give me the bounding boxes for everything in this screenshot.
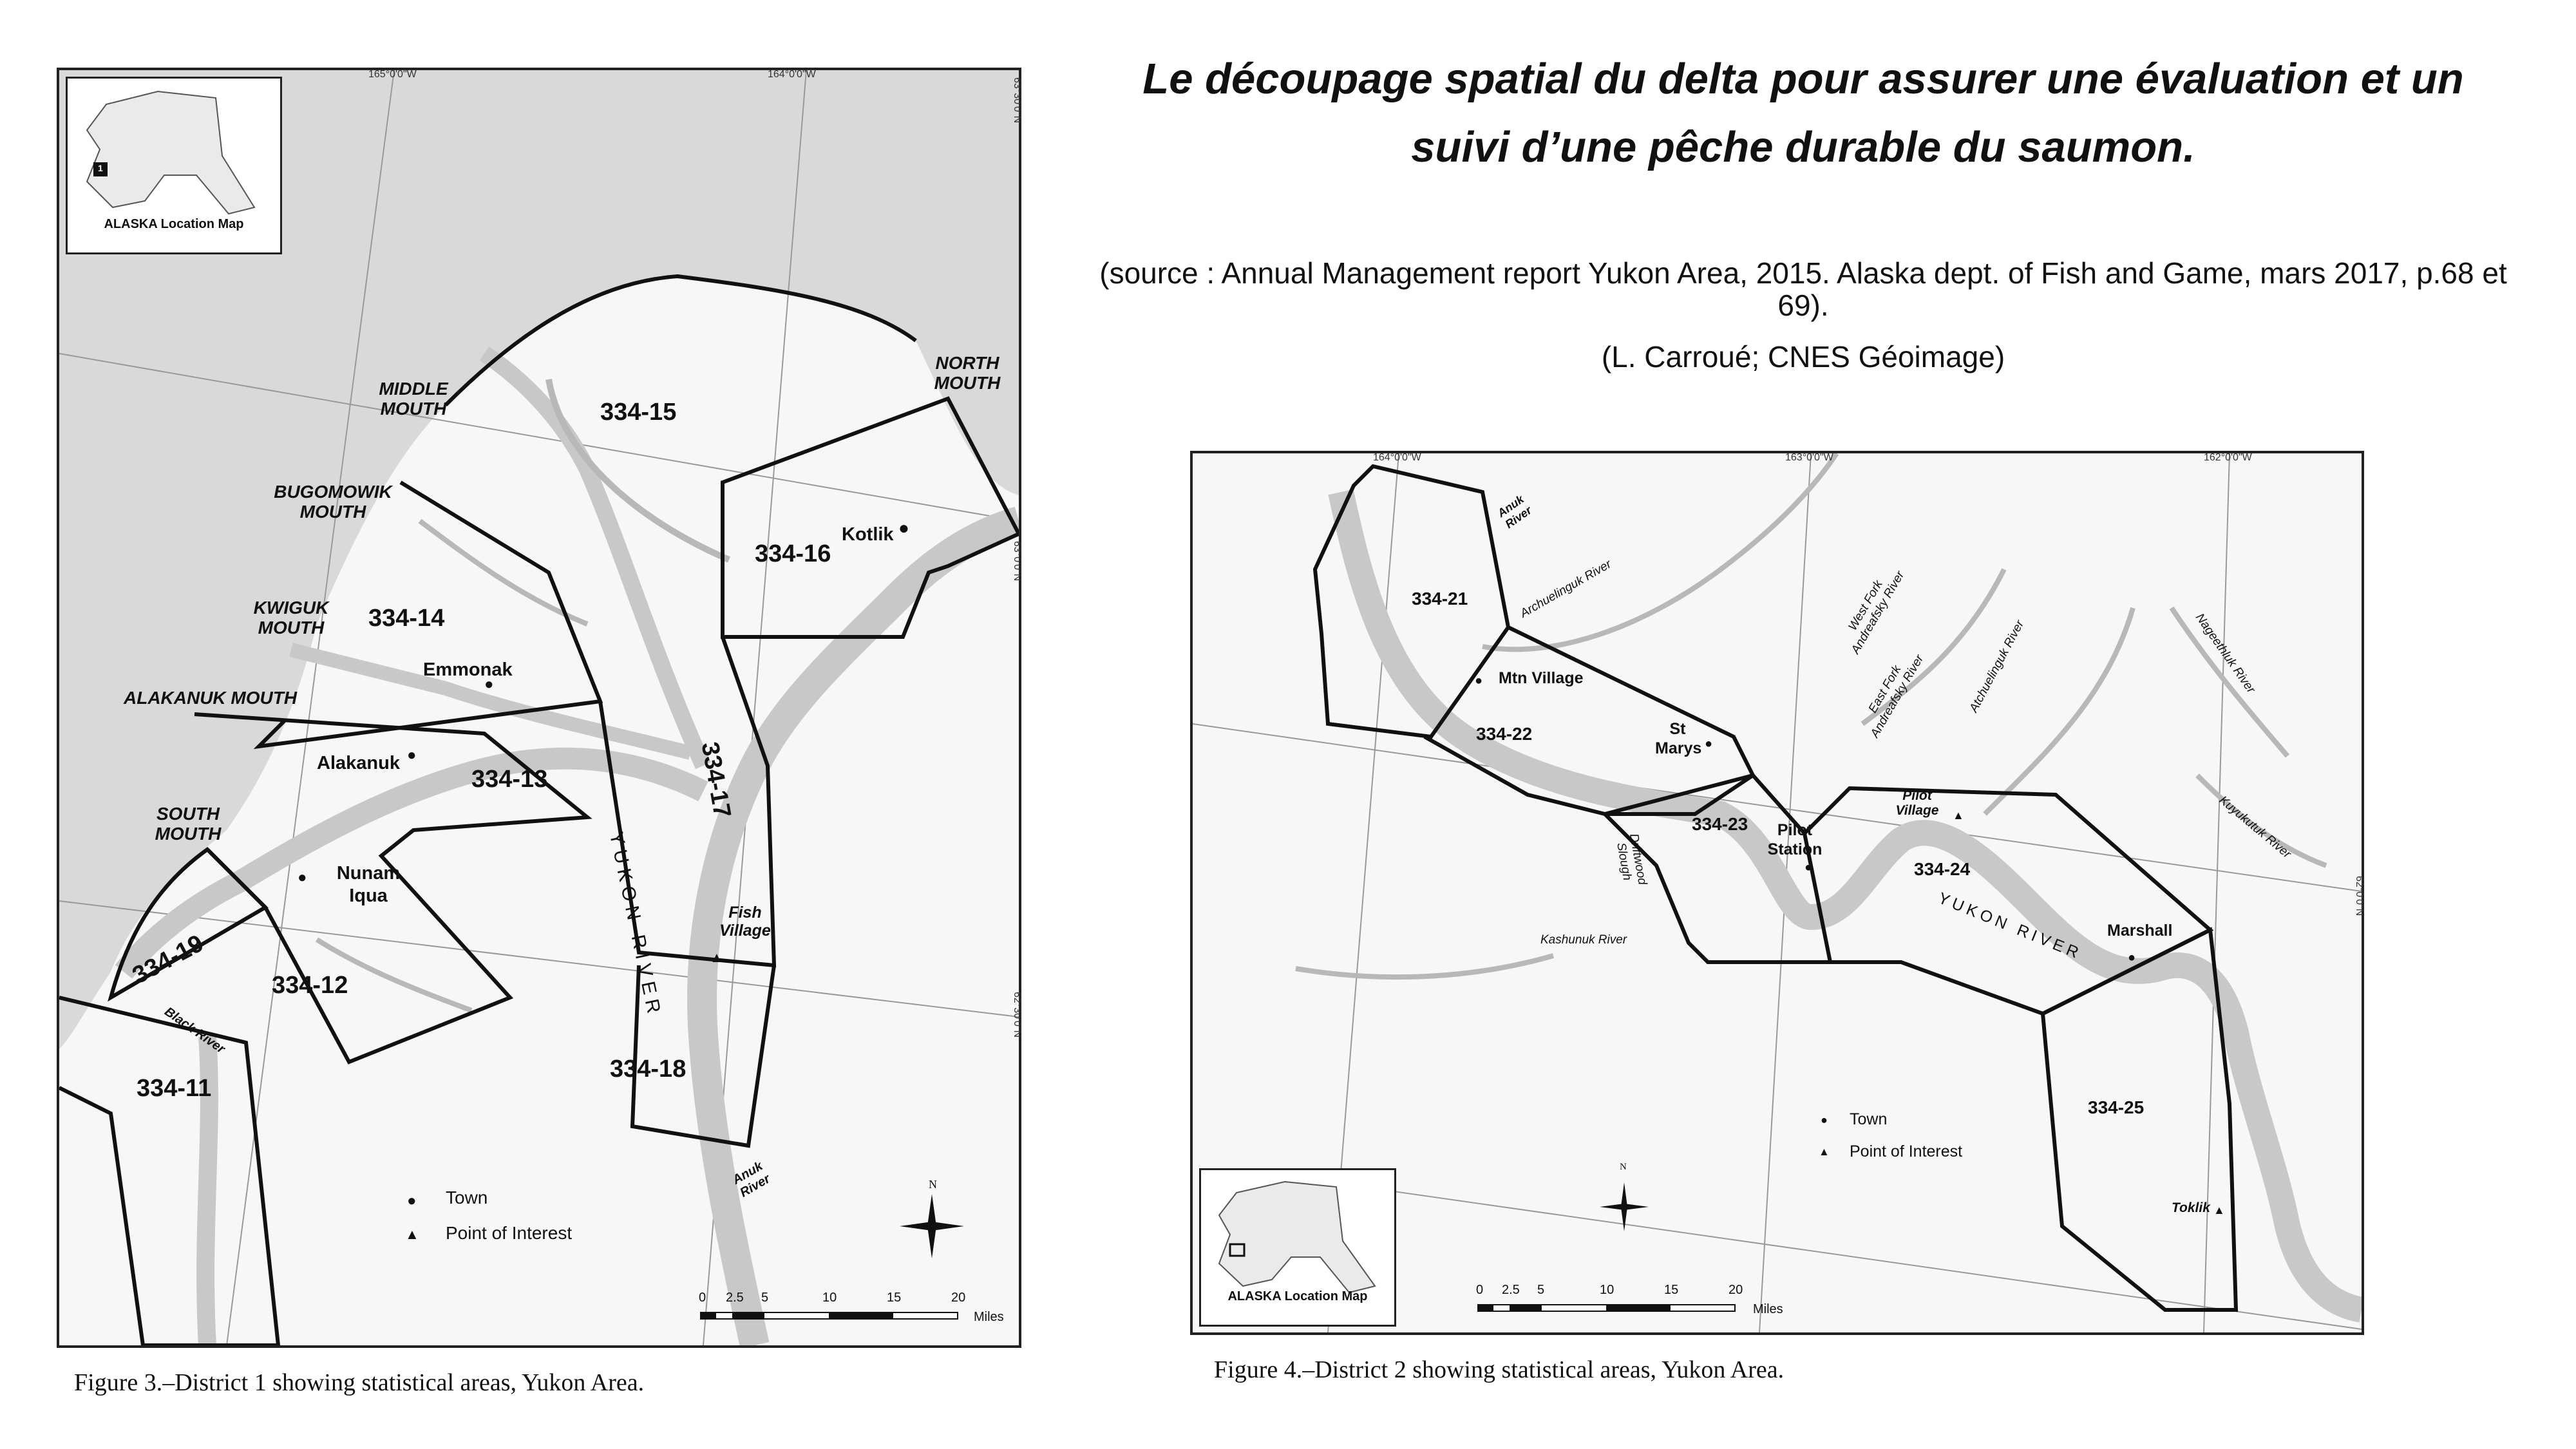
area-label: 334-23 <box>1692 814 1748 834</box>
town-dot: ● <box>898 518 909 538</box>
river-label: YUKON RIVER <box>1935 889 2085 963</box>
legend-town: Town <box>446 1188 488 1208</box>
coord-label: 164°0'0"W <box>768 69 816 80</box>
poi-label: Toklik <box>2172 1200 2210 1215</box>
scale-tick: 15 <box>1664 1283 1679 1297</box>
town-label: St Marys <box>1655 720 1702 757</box>
legend-poi: Point of Interest <box>446 1223 573 1243</box>
town-dot: ● <box>2128 951 2136 965</box>
coord-label: 165°0'0"W <box>368 69 417 80</box>
legend-poi: Point of Interest <box>1850 1142 1963 1160</box>
figure-4-caption: Figure 4.–District 2 showing statistical areas, Yukon Area. <box>1214 1356 1785 1383</box>
area-label: 334-21 <box>1412 589 1468 609</box>
river-label: Archuelinguk River <box>1518 557 1614 621</box>
town-dot: ● <box>298 869 307 886</box>
coord-label: 63°30'0"N <box>1012 77 1023 124</box>
poi-label: Pilot Village <box>1895 788 1939 819</box>
legend-poi-symbol: ▲ <box>1819 1146 1830 1158</box>
graticule-line <box>59 901 1019 1017</box>
scale-tick: 10 <box>1600 1283 1615 1297</box>
district-2-map <box>1190 451 2364 1335</box>
town-label: Emmonak <box>423 659 513 680</box>
river-label: Driftwood Slough <box>1614 832 1649 886</box>
coord-label: 63°0'0"N <box>1012 541 1023 582</box>
inset-title: ALASKA Location Map <box>104 217 244 231</box>
scale-tick: 5 <box>761 1291 769 1305</box>
mouth-label: ALAKANUK MOUTH <box>124 688 298 708</box>
coord-label: 162°0'0"W <box>2204 452 2252 463</box>
scale-tick: 5 <box>1537 1283 1545 1297</box>
page-title: Le découpage spatial du delta pour assurer une évaluation et un suivi d’une pêche durable du saumon. <box>1142 55 2464 171</box>
river-label: Atchuelinguk River <box>1967 618 2027 715</box>
scale-tick: 15 <box>887 1291 902 1305</box>
town-dot: ● <box>1475 674 1483 688</box>
area-label: 334-22 <box>1476 724 1533 744</box>
town-dot: ● <box>1804 860 1813 875</box>
town-dot: ● <box>484 676 494 693</box>
scale-bar <box>700 1310 971 1323</box>
area-label: 334-14 <box>368 605 445 632</box>
north-label: N <box>1620 1162 1627 1172</box>
creek <box>1296 956 1553 977</box>
creek <box>1482 453 1837 649</box>
scale-tick: 2.5 <box>726 1291 744 1305</box>
town-label: Alakanuk <box>317 753 400 773</box>
scale-bar <box>1477 1302 1748 1315</box>
river-label: Kuyukutuk River <box>2216 793 2294 862</box>
area-label: 334-12 <box>272 972 348 999</box>
area-label: 334-13 <box>471 766 548 793</box>
town-label: Nunam Iqua <box>336 863 401 906</box>
creek <box>2172 608 2287 756</box>
poi-triangle: ▲ <box>710 949 724 965</box>
river-label: Anuk River <box>730 1159 773 1200</box>
town-label: Kotlik <box>842 524 894 545</box>
river-label: Nageethluk River <box>2192 611 2258 696</box>
poi-label: Fish Village <box>719 904 771 940</box>
poi-triangle: ▲ <box>1953 809 1964 822</box>
area-label: 334-15 <box>600 399 677 426</box>
scale-unit: Miles <box>974 1310 1004 1324</box>
area-label: 334-24 <box>1914 859 1971 879</box>
river-label: Anuk River <box>1495 492 1534 531</box>
north-label: N <box>929 1178 937 1191</box>
mouth-label: SOUTH MOUTH <box>155 804 222 844</box>
location-inset <box>66 77 282 254</box>
north-arrow <box>1598 1181 1650 1233</box>
scale-tick: 0 <box>699 1291 706 1305</box>
area-label: 334-19 <box>128 929 209 990</box>
river-label: East Fork Andreafsky River <box>1866 652 1927 741</box>
mouth-label: MIDDLE MOUTH <box>379 379 448 419</box>
legend-town: Town <box>1850 1110 1888 1128</box>
poi-triangle: ▲ <box>2213 1204 2225 1217</box>
legend-poi-symbol: ▲ <box>405 1226 419 1242</box>
figure-3-caption: Figure 3.–District 1 showing statistical areas, Yukon Area. <box>74 1369 645 1396</box>
legend-town-symbol: ● <box>1821 1113 1828 1126</box>
scale-tick: 10 <box>822 1291 837 1305</box>
scale-tick: 2.5 <box>1502 1283 1520 1297</box>
area-label: 334-17 <box>696 740 736 820</box>
area-label: 334-11 <box>137 1075 212 1102</box>
area-label: 334-25 <box>2088 1097 2145 1117</box>
inset-title: ALASKA Location Map <box>1227 1289 1368 1303</box>
north-arrow <box>896 1191 967 1262</box>
river-label: Kashunuk River <box>1540 933 1627 947</box>
town-label: Marshall <box>2107 922 2173 940</box>
scale-tick: 0 <box>1476 1283 1484 1297</box>
district-1-map <box>57 68 1021 1348</box>
town-dot: ● <box>1705 737 1713 751</box>
credit-note: (L. Carroué; CNES Géoimage) <box>1601 340 2005 374</box>
legend-town-symbol: ● <box>407 1192 417 1209</box>
river-label: West Fork Andreafsky River <box>1846 569 1908 657</box>
source-note: (source : Annual Management report Yukon Area, 2015. Alaska dept. of Fish and Game, mars 2017, p.68 et 69). <box>1099 256 2507 322</box>
town-label: Mtn Village <box>1499 669 1584 687</box>
coord-label: 62°30'0"N <box>1012 992 1023 1038</box>
town-dot: ● <box>407 746 417 764</box>
mouth-label: NORTH MOUTH <box>934 353 1001 393</box>
scale-tick: 20 <box>951 1291 966 1305</box>
scale-tick: 20 <box>1728 1283 1743 1297</box>
creek <box>2197 775 2326 866</box>
area-label: 334-16 <box>755 540 831 567</box>
river-label: Black River <box>162 1004 228 1057</box>
mouth-label: BUGOMOWIK MOUTH <box>274 482 392 522</box>
location-inset <box>1199 1168 1396 1327</box>
mouth-label: KWIGUK MOUTH <box>253 598 329 638</box>
scale-unit: Miles <box>1753 1302 1783 1316</box>
river-label: YUKON RIVER <box>605 830 666 1021</box>
coord-label: 163°0'0"W <box>1785 452 1833 463</box>
coord-label: 164°0'0"W <box>1373 452 1421 463</box>
inset-marker: 1 <box>98 163 103 173</box>
coord-label: 62°0'0"N <box>2354 876 2365 916</box>
town-label: Pilot Station <box>1767 821 1823 858</box>
area-label: 334-18 <box>610 1056 687 1083</box>
